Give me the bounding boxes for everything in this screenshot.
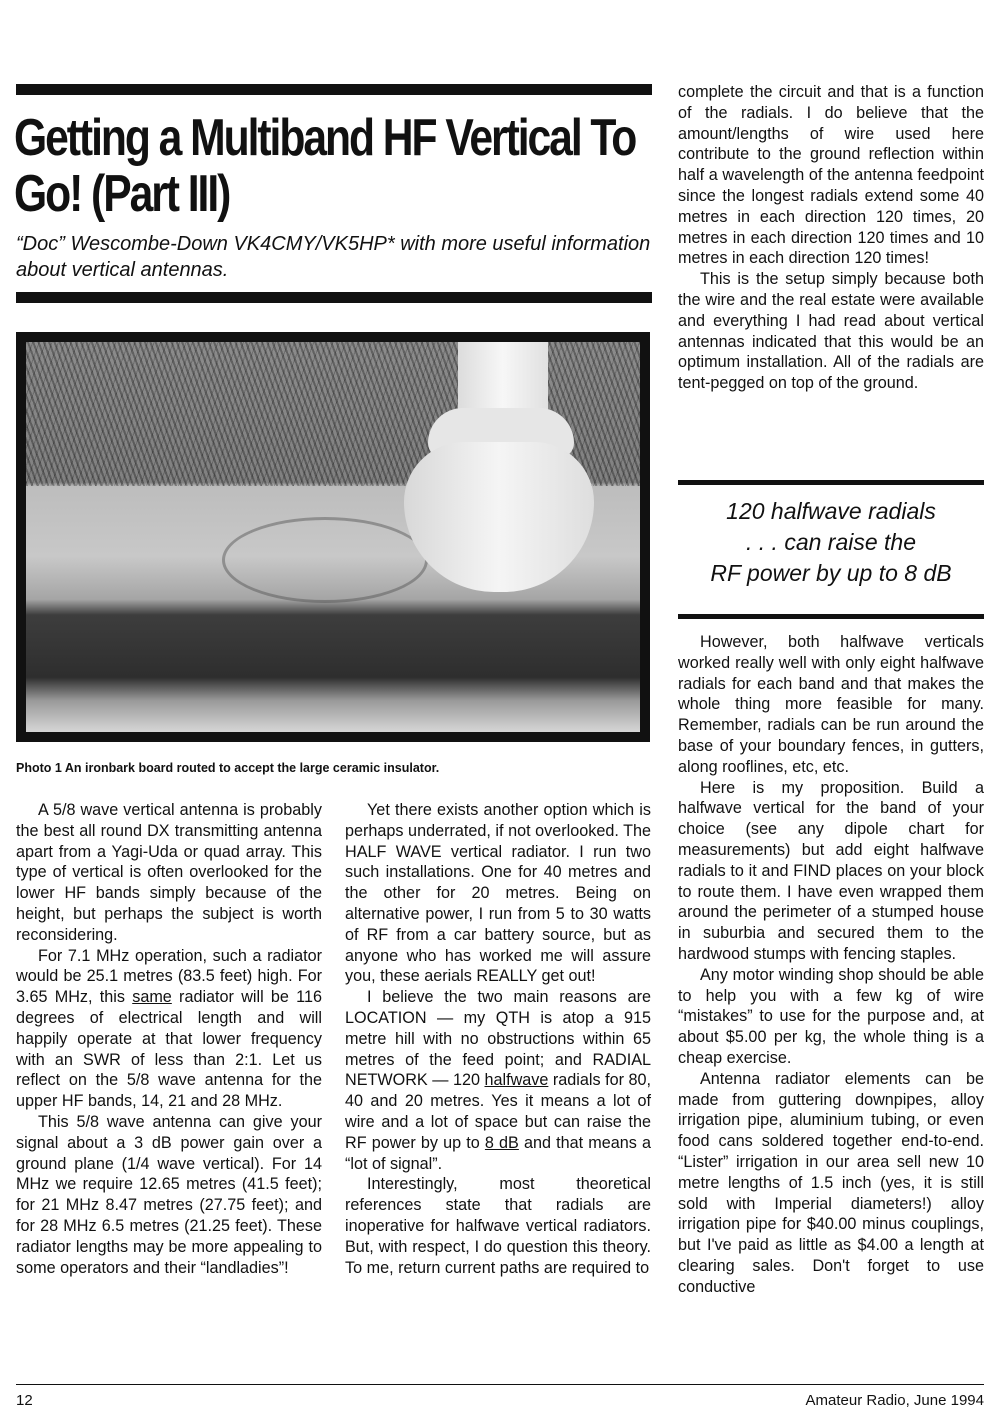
col1-paragraph-2: [16, 946, 322, 1112]
col3-paragraph-3: Here is my proposition. Build a halfwave vertical for the band of your choice (see any dipole chart for measurements) but add eight halfwave radials to it and FIND places on your block to route them. I have even wrapped them around the perimeter of a stumped house in suburbia and secured them to the hardwood stumps with fencing staples.: [678, 778, 984, 963]
column-1: [16, 800, 322, 1278]
pullquote-top-rule: [678, 480, 984, 485]
col3-paragraph-5: Antenna radiator elements can be made from guttering downpipes, alloy irrigation pipe, aluminium tubing, or even food cans soldered together end-to-end. “Lister” irrigation in our area sell new 10 metre lengths of 1.5 inch (yes, it is still sold with Imperial diameters!) alloy irrigation pipe for $40.00 minus couplings, but I've paid as little as $4.00 a length at clearing sales. Don't forget to use conductive: [678, 1069, 984, 1296]
col1-paragraph-1: A 5/8 wave vertical antenna is probably the best all round DX transmitting antenna apart from a Yagi-Uda or quad array. This type of vertical is often overlooked for the lower HF bands simply because of the height, but perhaps the subject is worth reconsidering.: [16, 801, 322, 944]
col3-paragraph-2: However, both halfwave verticals worked really well with only eight halfwave radials for each band and that makes the whole thing more feasible for many. Remember, radials can be run around the base of your boundary fences, in gutters, along rooflines, etc, etc.: [678, 633, 984, 776]
col2-p2-underlined-2: 8 dB: [484, 1133, 519, 1152]
col2-paragraph-3: Interestingly, most theoretical references state that radials are inoperative for halfwave vertical radiators. But, with respect, I do question this theory. To me, return current paths are required to: [345, 1175, 651, 1277]
photo-caption: Photo 1 An ironbark board routed to accept the large ceramic insulator.: [16, 761, 440, 775]
col2-p2-underlined-1: halfwave: [484, 1071, 549, 1090]
photo-routed-ring: [222, 517, 428, 603]
col1-paragraph-3: This 5/8 wave antenna can give your signal about a 3 dB power gain over a ground plane (1/4 wave vertical). For 14 MHz we require 12.65 metres (41.5 feet); for 21 MHz 8.47 metres (27.75 feet); and for 28 MHz 6.5 metres (21.25 feet). These radiator lengths may be more appealing to some operators and their “landladies”!: [16, 1112, 322, 1277]
photo-image: [26, 342, 640, 732]
photo-1: [16, 332, 650, 742]
column-2: [345, 800, 651, 1278]
pullquote-line-3: RF power by up to 8 dB: [710, 560, 952, 586]
column-3-bottom: [678, 632, 984, 1298]
col3-paragraph-4: Any motor winding shop should be able to help you with a few kg of wire “mistakes” to use for the purpose and, at about $5.00 per kg, the whole thing is a cheap exercise.: [678, 965, 984, 1067]
pullquote-line-1: 120 halfwave radials: [726, 498, 936, 524]
col1-p2-underlined: same: [132, 988, 172, 1007]
article-standfirst: “Doc” Wescombe-Down VK4CMY/VK5HP* with more useful information about vertical antennas.: [16, 233, 651, 281]
pullquote-bottom-rule: [678, 614, 984, 619]
col2-paragraph-2: [345, 987, 651, 1174]
top-rule: [16, 84, 652, 95]
pullquote-line-2: . . . can raise the: [745, 529, 917, 555]
standfirst-rule: [16, 292, 652, 303]
col2-p2-text-b: radials for 80, 40 and 20 metres. Yes it means a lot of wire and a lot of space but can raise the RF power by up to: [345, 1071, 652, 1152]
pullquote: [678, 496, 984, 589]
col1-p2-text-a: For 7.1 MHz operation, such a radiator would be 25.1 metres (83.5 feet) high. For 3.65 MHz, this: [16, 946, 322, 1007]
column-3-top: [678, 82, 984, 394]
col3-paragraph-1: This is the setup simply because both the wire and the real estate were available and everything I had read about vertical antennas indicated that this would be an optimum installation. All of the radials are tent-pegged on top of the ground.: [678, 270, 984, 393]
col2-paragraph-1: Yet there exists another option which is perhaps underrated, if not overlooked. The HALF WAVE vertical radiator. I run two such installations. One for 40 metres and the other for 20 metres. Being on alternative power, I run from 5 to 30 watts of RF from a car battery source, but as anyone who has worked me will assure you, these aerials REALLY get out!: [345, 801, 651, 986]
col3-paragraph-0: complete the circuit and that is a function of the radials. I do believe that the amount/lengths of wire used here contribute to the ground reflection within half a wavelength of the antenna feedpoint since the longest radials extend some 40 metres in each direction 120 times, 20 metres in each direction 120 times and 10 metres in each direction 120 times!: [678, 83, 984, 268]
publication-line: Amateur Radio, June 1994: [805, 1392, 984, 1409]
col2-p2-text-a: I believe the two main reasons are LOCATION — my QTH is atop a 915 metre hill with no obstructions within 65 metres of the feed point; and RADIAL NETWORK — 120: [345, 988, 651, 1090]
footer-rule: [16, 1384, 984, 1385]
photo-insulator-base: [404, 442, 594, 592]
article-title: Getting a Multiband HF Vertical To Go! (Part III): [14, 109, 636, 223]
page-number: 12: [16, 1392, 33, 1409]
col1-p2-text-b: radiator will be 116 degrees of electrical length and will happily operate at that lower frequency with an SWR of less than 2:1. Let us reflect on the 5/8 wave antenna for the upper HF bands, 14, 21 and 28 MHz.: [16, 988, 322, 1111]
col2-p2-text-c: and that means a “lot of signal”.: [345, 1133, 651, 1173]
